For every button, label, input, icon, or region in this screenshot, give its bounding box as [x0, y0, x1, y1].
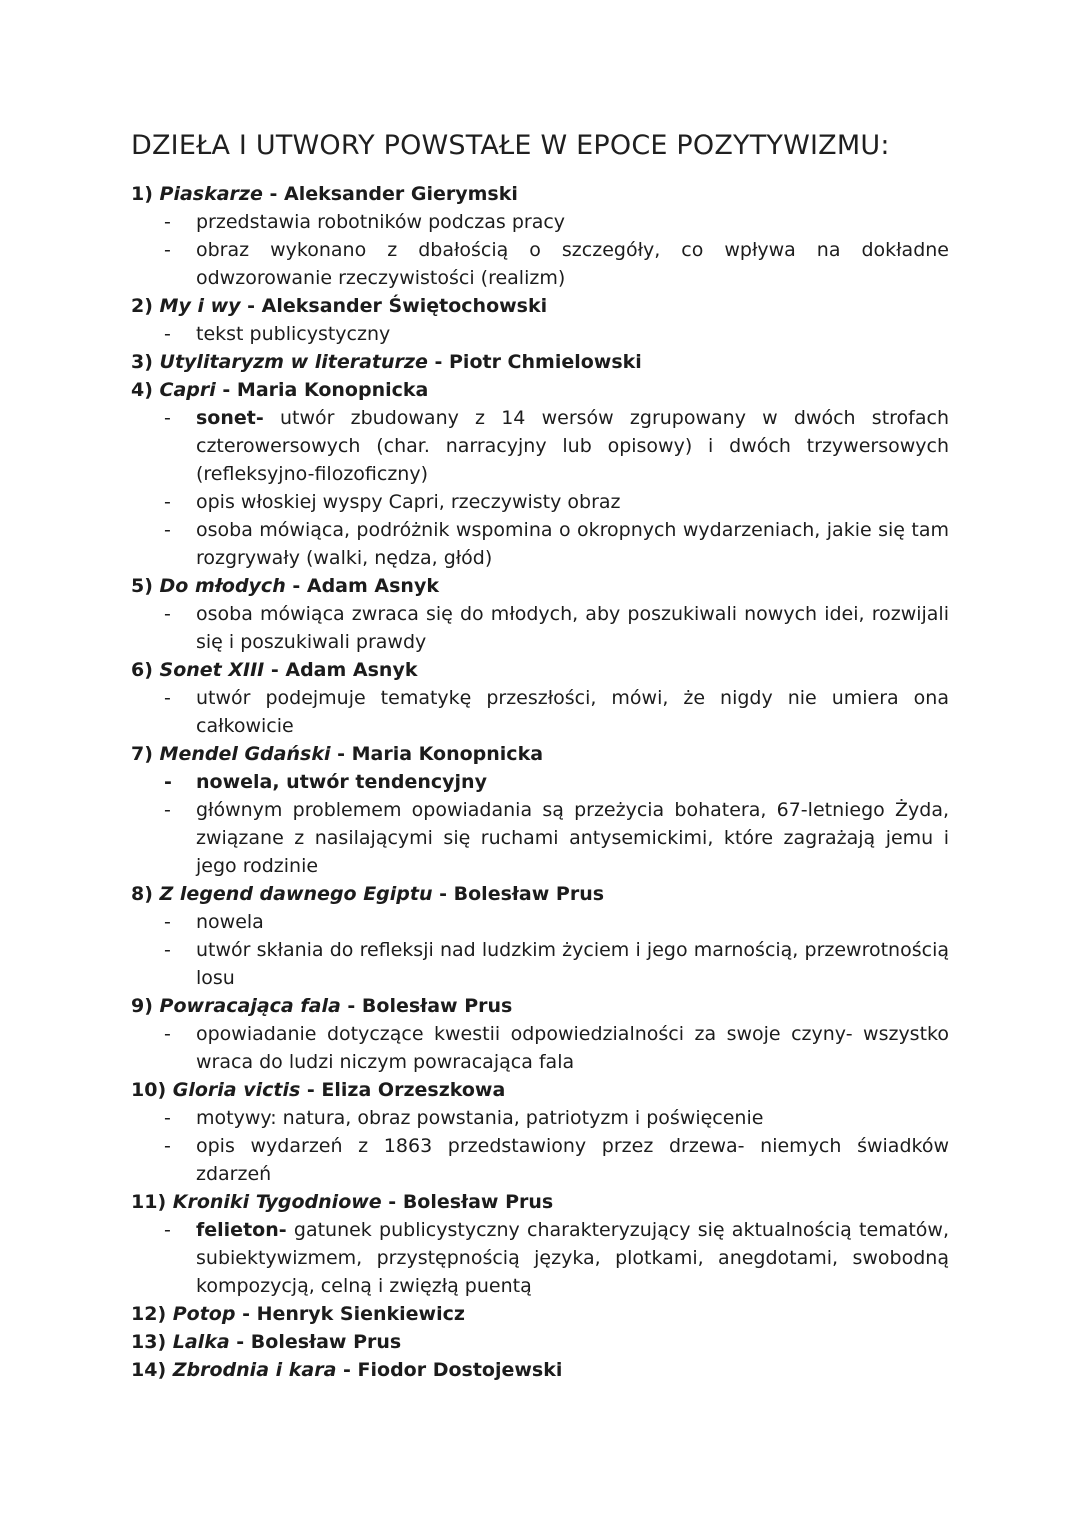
work-title: Zbrodnia i kara: [172, 1359, 337, 1381]
work-separator: -: [285, 575, 307, 597]
dash-bullet: -: [164, 771, 172, 793]
work-separator: -: [330, 743, 352, 765]
work-separator: -: [264, 659, 286, 681]
dash-bullet: -: [164, 939, 171, 961]
work-notes: [131, 1216, 949, 1300]
work-notes: [131, 600, 949, 656]
dash-bullet: -: [164, 1107, 171, 1129]
work-heading: [131, 656, 949, 684]
work-separator: -: [340, 995, 362, 1017]
work-title: Gloria victis: [172, 1079, 301, 1101]
work-title: Kroniki Tygodniowe: [172, 1191, 382, 1213]
work-number: 4): [131, 379, 153, 401]
dash-bullet: -: [164, 491, 171, 513]
note-text: obraz wykonano z dbałością o szczegóły, co wpływa na dokładne odwzorowanie rzeczywistości (realizm): [196, 239, 949, 289]
note-item: [131, 208, 949, 236]
note-item: [131, 908, 949, 936]
dash-bullet: -: [164, 407, 171, 429]
note-item: [131, 684, 949, 740]
work-separator: -: [427, 351, 449, 373]
work-heading: [131, 1300, 949, 1328]
work-author: Bolesław Prus: [453, 883, 605, 905]
work-number: 13): [131, 1331, 167, 1353]
note-text: utwór skłania do refleksji nad ludzkim życiem i jego marnością, przewrotnością losu: [196, 939, 949, 989]
work-heading: [131, 740, 949, 768]
work-notes: [131, 1104, 949, 1188]
note-item: [131, 796, 949, 880]
work-number: 8): [131, 883, 153, 905]
dash-bullet: -: [164, 799, 171, 821]
work-separator: -: [336, 1359, 358, 1381]
work-heading: [131, 992, 949, 1020]
work-heading: [131, 572, 949, 600]
dash-bullet: -: [164, 323, 171, 345]
work-author: Bolesław Prus: [402, 1191, 554, 1213]
work-number: 1): [131, 183, 153, 205]
work-separator: -: [215, 379, 237, 401]
note-term: felieton-: [196, 1219, 287, 1241]
work-separator: -: [300, 1079, 322, 1101]
note-text: gatunek publicystyczny charakteryzujący się aktualnością tematów, subiektywizmem, przystępnością języka, plotkami, anegdotami, swobodną kompozycją, celną i zwięzłą puentą: [196, 1219, 949, 1297]
work-number: 3): [131, 351, 153, 373]
work-author: Aleksander Świętochowski: [261, 295, 548, 317]
note-item: [131, 488, 949, 516]
work-author: Eliza Orzeszkowa: [321, 1079, 506, 1101]
work-number: 10): [131, 1079, 167, 1101]
work-author: Maria Konopnicka: [351, 743, 544, 765]
work-number: 14): [131, 1359, 167, 1381]
note-text: głównym problemem opowiadania są przeżycia bohatera, 67-letniego Żyda, związane z nasilającymi się ruchami antysemickimi, które zagrażają jemu i jego rodzinie: [196, 799, 949, 877]
note-item: [131, 1132, 949, 1188]
note-item: [131, 936, 949, 992]
works-list: [131, 180, 949, 1384]
note-text: opis wydarzeń z 1863 przedstawiony przez drzewa- niemych świadków zdarzeń: [196, 1135, 949, 1185]
work-author: Henryk Sienkiewicz: [256, 1303, 465, 1325]
work-separator: -: [229, 1331, 251, 1353]
note-item: [131, 236, 949, 292]
work-title: Sonet XIII: [159, 659, 265, 681]
work-title: Lalka: [172, 1331, 230, 1353]
work-title: Potop: [172, 1303, 236, 1325]
work-title: Do młodych: [159, 575, 286, 597]
dash-bullet: -: [164, 1023, 171, 1045]
work-notes: [131, 404, 949, 572]
dash-bullet: -: [164, 239, 171, 261]
work-heading: [131, 348, 949, 376]
work-number: 12): [131, 1303, 167, 1325]
note-text: przedstawia robotników podczas pracy: [196, 211, 566, 233]
work-title: My i wy: [159, 295, 241, 317]
note-text: osoba mówiąca zwraca się do młodych, aby poszukiwali nowych idei, rozwijali się i poszukiwali prawdy: [196, 603, 949, 653]
work-author: Maria Konopnicka: [236, 379, 429, 401]
dash-bullet: -: [164, 911, 171, 933]
dash-bullet: -: [164, 519, 171, 541]
work-notes: [131, 768, 949, 880]
work-notes: [131, 908, 949, 992]
work-title: Powracająca fala: [159, 995, 341, 1017]
dash-bullet: -: [164, 687, 171, 709]
dash-bullet: -: [164, 603, 171, 625]
note-text: opis włoskiej wyspy Capri, rzeczywisty obraz: [196, 491, 621, 513]
work-heading: [131, 880, 949, 908]
work-title: Utylitaryzm w literaturze: [159, 351, 428, 373]
note-term: nowela, utwór tendencyjny: [196, 771, 487, 793]
work-title: Capri: [159, 379, 216, 401]
work-number: 9): [131, 995, 153, 1017]
work-author: Piotr Chmielowski: [449, 351, 642, 373]
work-title: Z legend dawnego Egiptu: [159, 883, 433, 905]
note-item: [131, 1104, 949, 1132]
page-title: DZIEŁA I UTWORY POWSTAŁE W EPOCE POZYTYWIZMU:: [131, 130, 890, 161]
work-separator: -: [240, 295, 262, 317]
note-text: tekst publicystyczny: [196, 323, 391, 345]
note-term: sonet-: [196, 407, 264, 429]
note-item: [131, 1216, 949, 1300]
work-number: 6): [131, 659, 153, 681]
work-title: Piaskarze: [159, 183, 263, 205]
note-item: [131, 320, 949, 348]
document-page: [131, 126, 949, 1384]
work-heading: [131, 1328, 949, 1356]
note-item: [131, 404, 949, 488]
dash-bullet: -: [164, 1219, 171, 1241]
note-text: opowiadanie dotyczące kwestii odpowiedzialności za swoje czyny- wszystko wraca do ludzi niczym powracająca fala: [196, 1023, 949, 1073]
work-title: Mendel Gdański: [159, 743, 331, 765]
work-separator: -: [262, 183, 284, 205]
work-heading: [131, 180, 949, 208]
work-heading: [131, 1188, 949, 1216]
note-item: [131, 1020, 949, 1076]
note-text: utwór podejmuje tematykę przeszłości, mówi, że nigdy nie umiera ona całkowicie: [196, 687, 949, 737]
work-notes: [131, 208, 949, 292]
work-notes: [131, 684, 949, 740]
note-text: nowela: [196, 911, 264, 933]
work-author: Adam Asnyk: [285, 659, 418, 681]
work-heading: [131, 292, 949, 320]
work-notes: [131, 1020, 949, 1076]
note-item: [131, 600, 949, 656]
work-separator: -: [235, 1303, 257, 1325]
work-heading: [131, 1356, 949, 1384]
dash-bullet: -: [164, 211, 171, 233]
work-author: Aleksander Gierymski: [284, 183, 518, 205]
work-separator: -: [432, 883, 454, 905]
note-text: motywy: natura, obraz powstania, patriotyzm i poświęcenie: [196, 1107, 764, 1129]
work-author: Bolesław Prus: [250, 1331, 402, 1353]
work-notes: [131, 320, 949, 348]
work-number: 2): [131, 295, 153, 317]
work-number: 5): [131, 575, 153, 597]
work-author: Adam Asnyk: [306, 575, 439, 597]
dash-bullet: -: [164, 1135, 171, 1157]
note-item: [131, 768, 949, 796]
work-heading: [131, 376, 949, 404]
note-item: [131, 516, 949, 572]
work-separator: -: [381, 1191, 403, 1213]
work-author: Bolesław Prus: [361, 995, 513, 1017]
work-number: 11): [131, 1191, 167, 1213]
note-text: utwór zbudowany z 14 wersów zgrupowany w dwóch strofach czterowersowych (char. narracyjny lub opisowy) i dwóch trzywersowych (refleksyjno-filozoficzny): [196, 407, 949, 485]
note-text: osoba mówiąca, podróżnik wspomina o okropnych wydarzeniach, jakie się tam rozgrywały (walki, nędza, głód): [196, 519, 949, 569]
work-author: Fiodor Dostojewski: [357, 1359, 563, 1381]
work-number: 7): [131, 743, 153, 765]
work-heading: [131, 1076, 949, 1104]
